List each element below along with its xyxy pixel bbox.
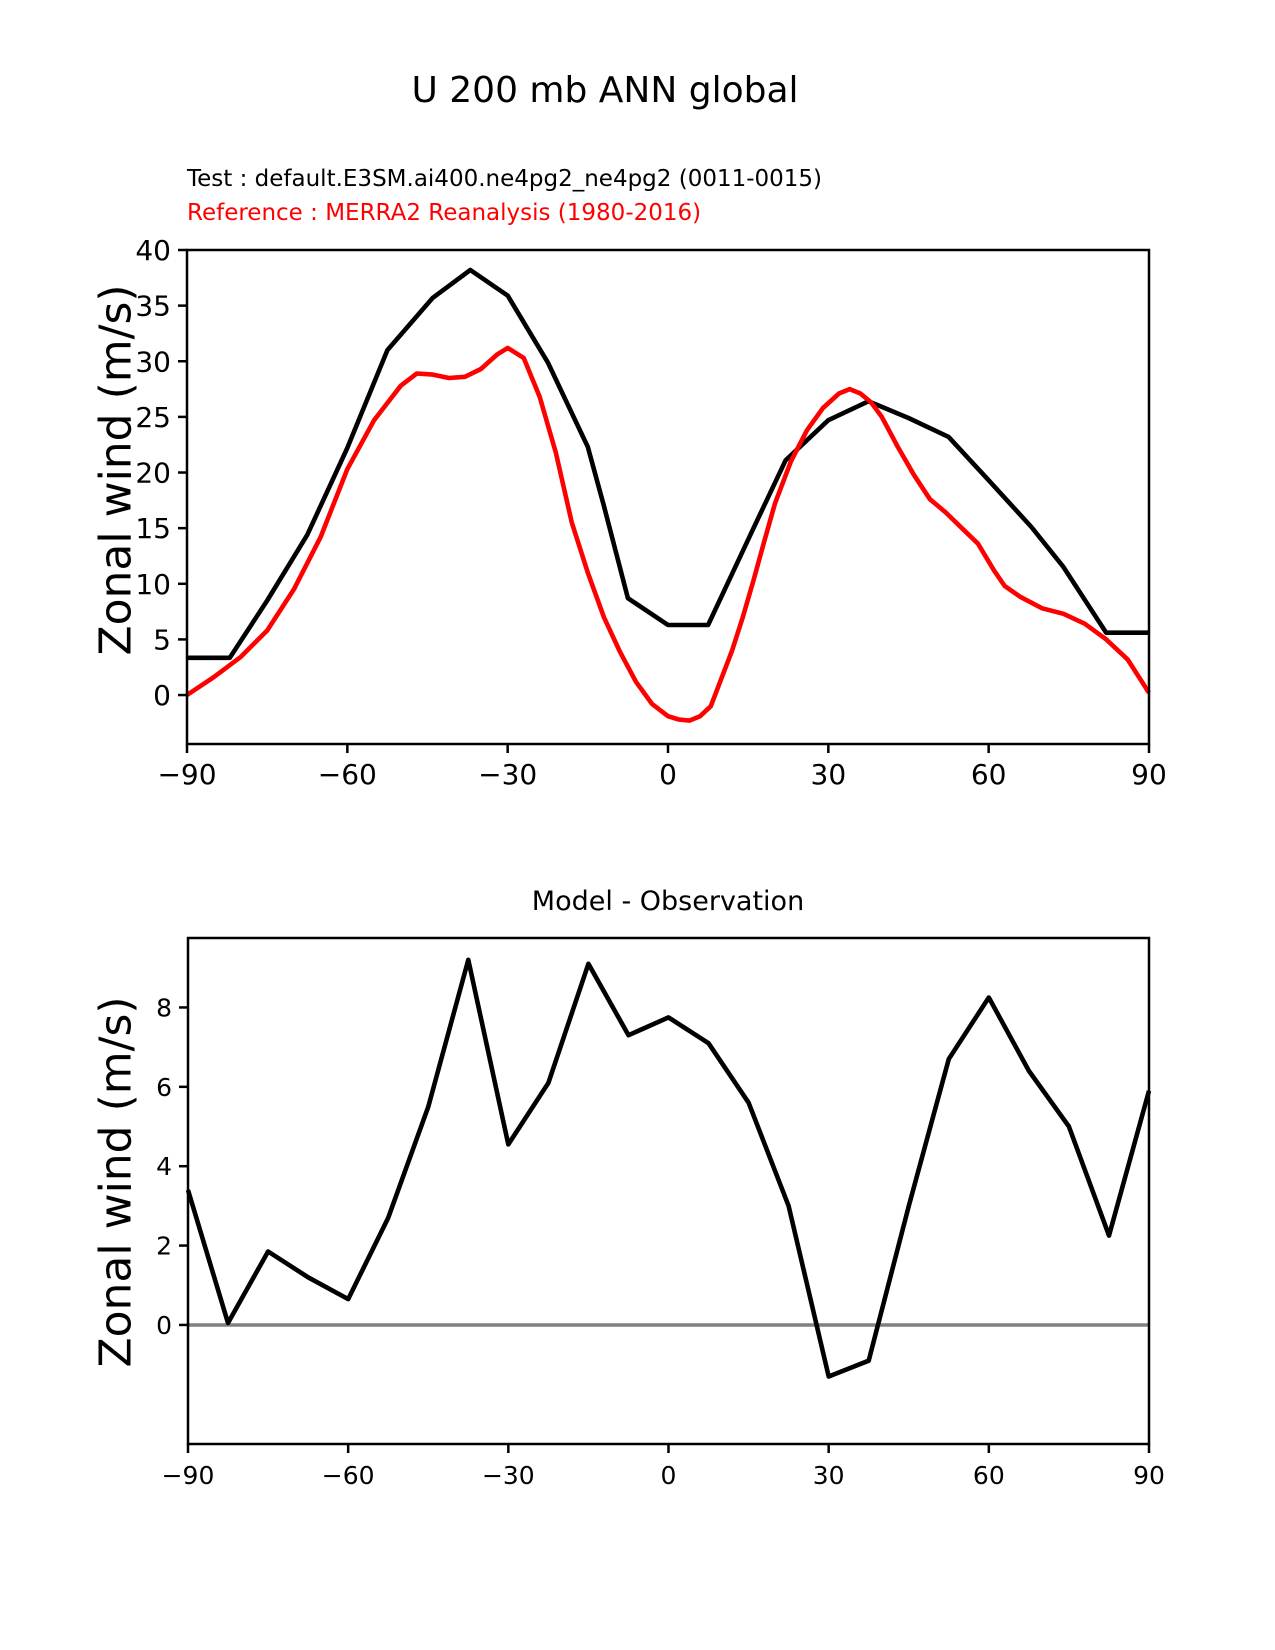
bottom-chart [0,908,1275,1528]
series-line [187,270,1149,658]
y-tick-label: 0 [153,679,171,713]
y-tick-label: 30 [135,345,171,379]
x-tick-label: 60 [970,758,1007,791]
y-tick-label: 40 [135,234,171,268]
series-line [188,960,1149,1377]
x-tick-label: 30 [812,1461,845,1490]
x-tick-label: −60 [317,758,377,791]
x-tick-label: −30 [481,1461,535,1490]
plot-border [188,938,1149,1444]
test-run-label: Test : default.E3SM.ai400.ne4pg2_ne4pg2 (0011-0015) [187,166,823,192]
reference-run-label: Reference : MERRA2 Reanalysis (1980-2016) [187,200,702,226]
y-tick-label: 6 [156,1072,172,1102]
y-tick-label: 20 [135,456,171,490]
top-chart-y-axis-label: Zonal wind (m/s) [90,284,142,656]
y-tick-label: 15 [135,512,171,546]
y-tick-label: 8 [156,993,172,1023]
y-tick-label: 10 [135,567,171,601]
series-line [187,348,1149,721]
x-tick-label: −90 [161,1461,215,1490]
top-chart [0,225,1275,825]
y-tick-label: 4 [156,1152,172,1182]
x-tick-label: 90 [1131,758,1167,791]
bottom-chart-y-axis-label: Zonal wind (m/s) [90,996,142,1368]
y-tick-label: 25 [135,400,171,434]
y-tick-label: 2 [156,1231,172,1261]
y-tick-label: 5 [153,623,171,657]
y-tick-label: 0 [156,1310,172,1340]
page-title: U 200 mb ANN global [411,70,799,111]
y-tick-label: 35 [135,289,171,323]
x-tick-label: −90 [157,758,217,791]
x-tick-label: 0 [660,1461,677,1490]
x-tick-label: 0 [659,758,677,791]
x-tick-label: 60 [972,1461,1005,1490]
x-tick-label: 90 [1133,1461,1165,1490]
x-tick-label: 30 [810,758,847,791]
x-tick-label: −60 [321,1461,375,1490]
bottom-chart-title: Model - Observation [531,886,805,917]
x-tick-label: −30 [478,758,538,791]
